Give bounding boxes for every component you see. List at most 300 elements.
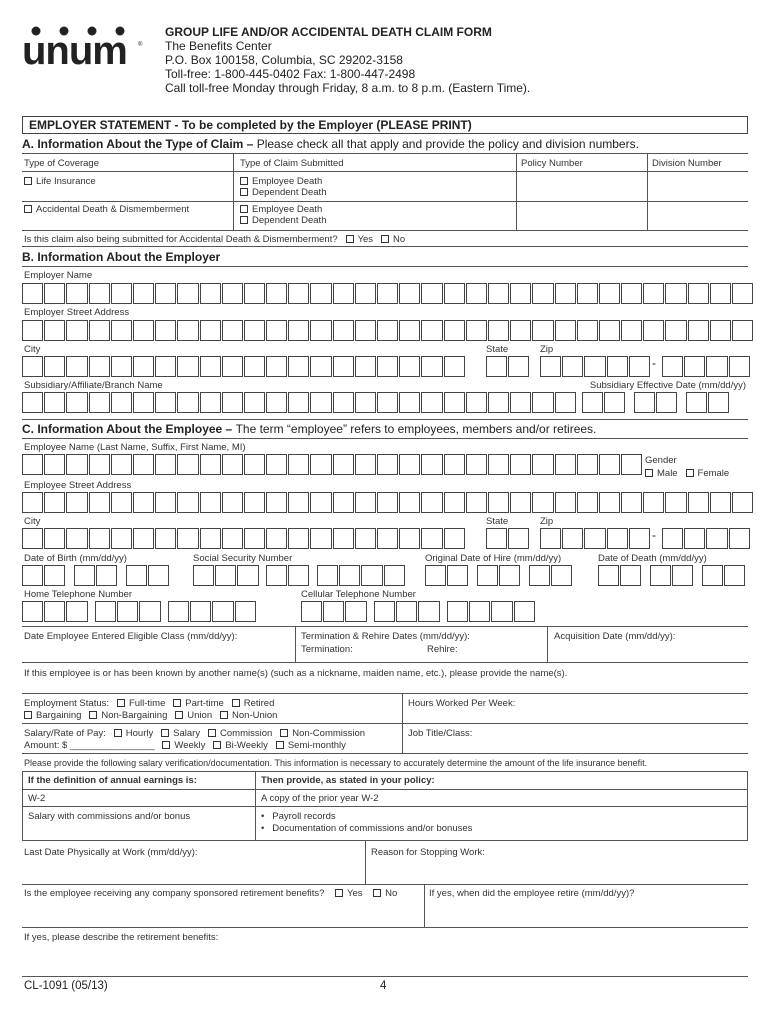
char-box[interactable]: [333, 320, 354, 341]
char-box[interactable]: [508, 356, 529, 377]
char-box[interactable]: [688, 320, 709, 341]
char-box[interactable]: [532, 392, 553, 413]
ssn-1[interactable]: [193, 565, 260, 586]
char-box[interactable]: [491, 601, 512, 622]
checkbox[interactable]: [240, 188, 248, 196]
checkbox-retire-yes[interactable]: [335, 889, 343, 897]
char-box[interactable]: [510, 454, 531, 475]
char-box[interactable]: [499, 565, 520, 586]
char-box[interactable]: [155, 454, 176, 475]
char-box[interactable]: [532, 283, 553, 304]
char-box[interactable]: [488, 492, 509, 513]
char-box[interactable]: [396, 601, 417, 622]
char-box[interactable]: [729, 528, 750, 549]
checkbox-semimonthly[interactable]: [276, 741, 284, 749]
char-box[interactable]: [333, 392, 354, 413]
char-box[interactable]: [266, 356, 287, 377]
char-box[interactable]: [266, 492, 287, 513]
checkbox-bargaining[interactable]: [24, 711, 32, 719]
char-box[interactable]: [421, 356, 442, 377]
char-box[interactable]: [310, 356, 331, 377]
char-box[interactable]: [237, 565, 258, 586]
char-box[interactable]: [22, 283, 43, 304]
char-box[interactable]: [117, 601, 138, 622]
char-box[interactable]: [584, 356, 605, 377]
char-box[interactable]: [488, 320, 509, 341]
char-box[interactable]: [339, 565, 360, 586]
char-box[interactable]: [333, 283, 354, 304]
home-phone-area[interactable]: [22, 601, 89, 622]
char-box[interactable]: [598, 565, 619, 586]
char-box[interactable]: [486, 528, 507, 549]
char-box[interactable]: [89, 528, 110, 549]
char-box[interactable]: [193, 565, 214, 586]
char-box[interactable]: [44, 320, 65, 341]
char-box[interactable]: [562, 528, 583, 549]
employee-zip-boxes[interactable]: [540, 528, 651, 549]
char-box[interactable]: [266, 454, 287, 475]
char-box[interactable]: [44, 492, 65, 513]
char-box[interactable]: [577, 320, 598, 341]
char-box[interactable]: [111, 492, 132, 513]
dob-dd[interactable]: [74, 565, 118, 586]
char-box[interactable]: [111, 356, 132, 377]
checkbox-male[interactable]: [645, 469, 653, 477]
checkbox[interactable]: [240, 216, 248, 224]
char-box[interactable]: [444, 320, 465, 341]
char-box[interactable]: [444, 528, 465, 549]
char-box[interactable]: [355, 283, 376, 304]
char-box[interactable]: [44, 454, 65, 475]
hire-yy[interactable]: [529, 565, 573, 586]
char-box[interactable]: [421, 283, 442, 304]
char-box[interactable]: [244, 392, 265, 413]
char-box[interactable]: [665, 320, 686, 341]
char-box[interactable]: [155, 320, 176, 341]
char-box[interactable]: [650, 565, 671, 586]
char-box[interactable]: [310, 320, 331, 341]
char-box[interactable]: [421, 492, 442, 513]
employer-state-boxes[interactable]: [486, 356, 530, 377]
char-box[interactable]: [466, 392, 487, 413]
char-box[interactable]: [168, 601, 189, 622]
char-box[interactable]: [288, 356, 309, 377]
char-box[interactable]: [66, 492, 87, 513]
employee-state-boxes[interactable]: [486, 528, 530, 549]
char-box[interactable]: [706, 528, 727, 549]
checkbox-retire-no[interactable]: [373, 889, 381, 897]
char-box[interactable]: [486, 356, 507, 377]
char-box[interactable]: [310, 392, 331, 413]
sub-date-yy[interactable]: [686, 392, 730, 413]
char-box[interactable]: [111, 283, 132, 304]
char-box[interactable]: [111, 392, 132, 413]
char-box[interactable]: [310, 492, 331, 513]
char-box[interactable]: [621, 283, 642, 304]
char-box[interactable]: [244, 492, 265, 513]
char-box[interactable]: [133, 356, 154, 377]
sub-date-mm[interactable]: [582, 392, 626, 413]
char-box[interactable]: [444, 392, 465, 413]
char-box[interactable]: [643, 283, 664, 304]
char-box[interactable]: [688, 283, 709, 304]
char-box[interactable]: [74, 565, 95, 586]
employee-city-boxes[interactable]: [22, 528, 466, 549]
char-box[interactable]: [244, 356, 265, 377]
char-box[interactable]: [665, 283, 686, 304]
char-box[interactable]: [333, 528, 354, 549]
char-box[interactable]: [425, 565, 446, 586]
char-box[interactable]: [310, 454, 331, 475]
char-box[interactable]: [133, 320, 154, 341]
char-box[interactable]: [607, 528, 628, 549]
char-box[interactable]: [686, 392, 707, 413]
char-box[interactable]: [508, 528, 529, 549]
char-box[interactable]: [200, 283, 221, 304]
char-box[interactable]: [355, 356, 376, 377]
char-box[interactable]: [656, 392, 677, 413]
char-box[interactable]: [555, 492, 576, 513]
char-box[interactable]: [377, 356, 398, 377]
checkbox-noncommission[interactable]: [280, 729, 288, 737]
hire-mm[interactable]: [425, 565, 469, 586]
life-insurance-option[interactable]: [24, 176, 96, 187]
char-box[interactable]: [540, 356, 561, 377]
char-box[interactable]: [222, 528, 243, 549]
char-box[interactable]: [577, 454, 598, 475]
char-box[interactable]: [111, 528, 132, 549]
char-box[interactable]: [447, 565, 468, 586]
char-box[interactable]: [345, 601, 366, 622]
char-box[interactable]: [22, 492, 43, 513]
ssn-2[interactable]: [266, 565, 310, 586]
char-box[interactable]: [510, 392, 531, 413]
cell-phone-prefix[interactable]: [374, 601, 441, 622]
char-box[interactable]: [551, 565, 572, 586]
char-box[interactable]: [288, 492, 309, 513]
char-box[interactable]: [466, 283, 487, 304]
char-box[interactable]: [510, 320, 531, 341]
char-box[interactable]: [310, 528, 331, 549]
char-box[interactable]: [155, 356, 176, 377]
char-box[interactable]: [22, 454, 43, 475]
char-box[interactable]: [724, 565, 745, 586]
char-box[interactable]: [244, 320, 265, 341]
char-box[interactable]: [44, 356, 65, 377]
char-box[interactable]: [89, 392, 110, 413]
employee-zip4-boxes[interactable]: [662, 528, 751, 549]
char-box[interactable]: [374, 601, 395, 622]
char-box[interactable]: [66, 283, 87, 304]
checkbox[interactable]: [24, 177, 32, 185]
checkbox-salary[interactable]: [161, 729, 169, 737]
char-box[interactable]: [222, 320, 243, 341]
char-box[interactable]: [155, 392, 176, 413]
char-box[interactable]: [662, 528, 683, 549]
char-box[interactable]: [89, 283, 110, 304]
char-box[interactable]: [447, 601, 468, 622]
char-box[interactable]: [399, 320, 420, 341]
char-box[interactable]: [643, 492, 664, 513]
char-box[interactable]: [215, 565, 236, 586]
home-phone-prefix[interactable]: [95, 601, 162, 622]
char-box[interactable]: [662, 356, 683, 377]
char-box[interactable]: [355, 528, 376, 549]
char-box[interactable]: [599, 454, 620, 475]
char-box[interactable]: [66, 392, 87, 413]
char-box[interactable]: [532, 320, 553, 341]
char-box[interactable]: [200, 492, 221, 513]
employer-street-boxes[interactable]: [22, 320, 754, 341]
char-box[interactable]: [469, 601, 490, 622]
char-box[interactable]: [200, 320, 221, 341]
cell-phone-line[interactable]: [447, 601, 536, 622]
char-box[interactable]: [710, 283, 731, 304]
char-box[interactable]: [89, 320, 110, 341]
char-box[interactable]: [710, 320, 731, 341]
char-box[interactable]: [66, 320, 87, 341]
char-box[interactable]: [361, 565, 382, 586]
char-box[interactable]: [421, 320, 442, 341]
ssn-3[interactable]: [317, 565, 406, 586]
char-box[interactable]: [155, 528, 176, 549]
char-box[interactable]: [96, 565, 117, 586]
char-box[interactable]: [562, 356, 583, 377]
char-box[interactable]: [599, 320, 620, 341]
char-box[interactable]: [599, 283, 620, 304]
char-box[interactable]: [222, 356, 243, 377]
death-yy[interactable]: [702, 565, 746, 586]
checkbox-parttime[interactable]: [173, 699, 181, 707]
char-box[interactable]: [444, 356, 465, 377]
char-box[interactable]: [317, 565, 338, 586]
char-box[interactable]: [133, 392, 154, 413]
add-option[interactable]: [24, 204, 189, 215]
checkbox[interactable]: [240, 205, 248, 213]
char-box[interactable]: [555, 454, 576, 475]
char-box[interactable]: [377, 320, 398, 341]
checkbox-commission[interactable]: [208, 729, 216, 737]
char-box[interactable]: [555, 320, 576, 341]
char-box[interactable]: [710, 492, 731, 513]
char-box[interactable]: [599, 492, 620, 513]
char-box[interactable]: [377, 454, 398, 475]
char-box[interactable]: [377, 528, 398, 549]
char-box[interactable]: [466, 454, 487, 475]
char-box[interactable]: [444, 283, 465, 304]
life-dependent-death-option[interactable]: [240, 187, 326, 198]
char-box[interactable]: [200, 528, 221, 549]
char-box[interactable]: [729, 356, 750, 377]
subsidiary-boxes[interactable]: [22, 392, 577, 413]
checkbox-retired[interactable]: [232, 699, 240, 707]
char-box[interactable]: [244, 283, 265, 304]
checkbox-nonunion[interactable]: [220, 711, 228, 719]
checkbox[interactable]: [240, 177, 248, 185]
char-box[interactable]: [355, 492, 376, 513]
add-dependent-death-option[interactable]: [240, 215, 326, 226]
char-box[interactable]: [200, 392, 221, 413]
char-box[interactable]: [708, 392, 729, 413]
char-box[interactable]: [510, 492, 531, 513]
char-box[interactable]: [111, 454, 132, 475]
char-box[interactable]: [421, 454, 442, 475]
char-box[interactable]: [288, 392, 309, 413]
char-box[interactable]: [177, 356, 198, 377]
char-box[interactable]: [488, 454, 509, 475]
char-box[interactable]: [66, 601, 87, 622]
char-box[interactable]: [177, 492, 198, 513]
char-box[interactable]: [222, 492, 243, 513]
checkbox-nonbargaining[interactable]: [89, 711, 97, 719]
dob-yy[interactable]: [126, 565, 170, 586]
char-box[interactable]: [418, 601, 439, 622]
char-box[interactable]: [384, 565, 405, 586]
char-box[interactable]: [190, 601, 211, 622]
char-box[interactable]: [133, 283, 154, 304]
char-box[interactable]: [95, 601, 116, 622]
char-box[interactable]: [301, 601, 322, 622]
char-box[interactable]: [577, 492, 598, 513]
char-box[interactable]: [488, 283, 509, 304]
char-box[interactable]: [421, 528, 442, 549]
life-employee-death-option[interactable]: [240, 176, 322, 187]
char-box[interactable]: [222, 283, 243, 304]
char-box[interactable]: [177, 454, 198, 475]
char-box[interactable]: [672, 565, 693, 586]
checkbox-weekly[interactable]: [162, 741, 170, 749]
char-box[interactable]: [621, 492, 642, 513]
char-box[interactable]: [66, 454, 87, 475]
char-box[interactable]: [44, 528, 65, 549]
checkbox-biweekly[interactable]: [213, 741, 221, 749]
char-box[interactable]: [540, 528, 561, 549]
char-box[interactable]: [333, 356, 354, 377]
char-box[interactable]: [604, 392, 625, 413]
death-dd[interactable]: [650, 565, 694, 586]
char-box[interactable]: [488, 392, 509, 413]
char-box[interactable]: [22, 565, 43, 586]
char-box[interactable]: [584, 528, 605, 549]
char-box[interactable]: [732, 492, 753, 513]
char-box[interactable]: [582, 392, 603, 413]
hire-dd[interactable]: [477, 565, 521, 586]
char-box[interactable]: [399, 392, 420, 413]
char-box[interactable]: [200, 454, 221, 475]
employer-city-boxes[interactable]: [22, 356, 466, 377]
char-box[interactable]: [466, 492, 487, 513]
char-box[interactable]: [333, 492, 354, 513]
home-phone-line[interactable]: [168, 601, 257, 622]
char-box[interactable]: [288, 454, 309, 475]
char-box[interactable]: [706, 356, 727, 377]
char-box[interactable]: [620, 565, 641, 586]
employer-zip-boxes[interactable]: [540, 356, 651, 377]
char-box[interactable]: [555, 283, 576, 304]
char-box[interactable]: [333, 454, 354, 475]
checkbox-union[interactable]: [175, 711, 183, 719]
char-box[interactable]: [288, 320, 309, 341]
char-box[interactable]: [399, 356, 420, 377]
char-box[interactable]: [266, 320, 287, 341]
char-box[interactable]: [139, 601, 160, 622]
char-box[interactable]: [266, 392, 287, 413]
cell-phone-area[interactable]: [301, 601, 368, 622]
char-box[interactable]: [643, 320, 664, 341]
char-box[interactable]: [266, 528, 287, 549]
char-box[interactable]: [66, 528, 87, 549]
char-box[interactable]: [377, 392, 398, 413]
char-box[interactable]: [514, 601, 535, 622]
char-box[interactable]: [177, 528, 198, 549]
char-box[interactable]: [732, 320, 753, 341]
char-box[interactable]: [133, 528, 154, 549]
char-box[interactable]: [89, 356, 110, 377]
char-box[interactable]: [529, 565, 550, 586]
checkbox-hourly[interactable]: [114, 729, 122, 737]
char-box[interactable]: [177, 392, 198, 413]
char-box[interactable]: [266, 565, 287, 586]
char-box[interactable]: [44, 601, 65, 622]
char-box[interactable]: [665, 492, 686, 513]
char-box[interactable]: [133, 454, 154, 475]
char-box[interactable]: [702, 565, 723, 586]
char-box[interactable]: [44, 392, 65, 413]
char-box[interactable]: [629, 356, 650, 377]
employer-name-boxes[interactable]: [22, 283, 754, 304]
char-box[interactable]: [66, 356, 87, 377]
char-box[interactable]: [22, 392, 43, 413]
char-box[interactable]: [22, 356, 43, 377]
char-box[interactable]: [244, 454, 265, 475]
checkbox-no[interactable]: [381, 235, 389, 243]
char-box[interactable]: [148, 565, 169, 586]
char-box[interactable]: [577, 283, 598, 304]
char-box[interactable]: [222, 392, 243, 413]
char-box[interactable]: [222, 454, 243, 475]
employee-name-boxes[interactable]: [22, 454, 643, 475]
amount-field[interactable]: Amount: $ ________________: [24, 740, 155, 751]
char-box[interactable]: [377, 283, 398, 304]
add-employee-death-option[interactable]: [240, 204, 322, 215]
char-box[interactable]: [444, 492, 465, 513]
char-box[interactable]: [684, 528, 705, 549]
char-box[interactable]: [399, 492, 420, 513]
char-box[interactable]: [111, 320, 132, 341]
char-box[interactable]: [532, 454, 553, 475]
char-box[interactable]: [621, 454, 642, 475]
char-box[interactable]: [621, 320, 642, 341]
char-box[interactable]: [323, 601, 344, 622]
char-box[interactable]: [355, 392, 376, 413]
char-box[interactable]: [89, 492, 110, 513]
char-box[interactable]: [244, 528, 265, 549]
char-box[interactable]: [44, 283, 65, 304]
char-box[interactable]: [555, 392, 576, 413]
char-box[interactable]: [177, 320, 198, 341]
char-box[interactable]: [732, 283, 753, 304]
checkbox-yes[interactable]: [346, 235, 354, 243]
char-box[interactable]: [688, 492, 709, 513]
checkbox-female[interactable]: [686, 469, 694, 477]
char-box[interactable]: [629, 528, 650, 549]
char-box[interactable]: [89, 454, 110, 475]
char-box[interactable]: [288, 528, 309, 549]
char-box[interactable]: [288, 565, 309, 586]
char-box[interactable]: [126, 565, 147, 586]
char-box[interactable]: [22, 528, 43, 549]
char-box[interactable]: [22, 601, 43, 622]
